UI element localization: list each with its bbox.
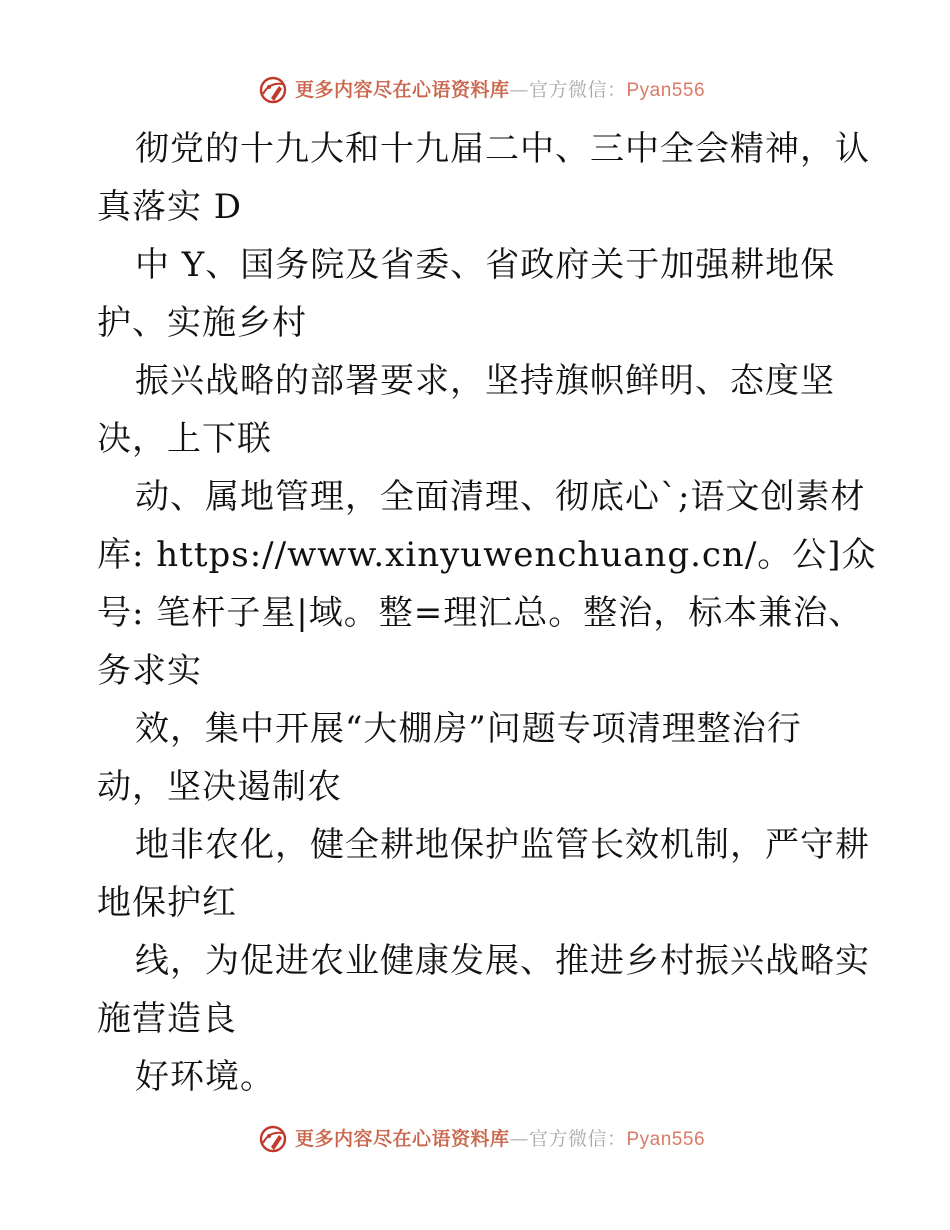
body-line: 中 Y、国务院及省委、省政府关于加强耕地保 xyxy=(135,245,836,285)
body-line: 地非农化，健全耕地保护监管长效机制，严守耕 xyxy=(135,825,870,865)
banner-label: 官方微信： xyxy=(528,78,627,101)
banner-dash: — xyxy=(509,78,529,101)
body-line: 振兴战略的部署要求，坚持旗帜鲜明、态度坚 xyxy=(135,361,835,401)
body-line: 施营造良 xyxy=(97,999,237,1039)
body-line: 动，坚决遏制农 xyxy=(97,767,342,807)
body-line: 库: https://www.xinyuwenchuang.cn/。公]众 xyxy=(97,535,877,575)
body-line: 彻党的十九大和十九届二中、三中全会精神，认 xyxy=(135,129,870,169)
banner-dash: — xyxy=(509,1127,529,1150)
body-line: 地保护红 xyxy=(97,883,237,923)
body-line: 好环境。 xyxy=(135,1057,275,1097)
header-banner xyxy=(0,73,950,107)
body-line: 决，上下联 xyxy=(97,419,272,459)
body-line: 务求实 xyxy=(97,651,202,691)
body-line: 护、实施乡村 xyxy=(97,303,307,343)
footer-banner xyxy=(0,1122,950,1156)
body-line: 真落实 D xyxy=(97,187,243,227)
document-body xyxy=(97,120,897,1106)
body-line: 号: 笔杆子星|域。整=理汇总。整治，标本兼治、 xyxy=(97,593,864,633)
pen-nib-logo-icon xyxy=(257,74,289,106)
banner-wechat-id: Pyan556 xyxy=(626,79,706,101)
body-line: 动、属地管理，全面清理、彻底心`;语文创素材 xyxy=(135,477,866,517)
header-banner-text xyxy=(294,78,706,101)
body-line: 效，集中开展“大棚房”问题专项清理整治行 xyxy=(135,709,802,749)
header-banner-inner xyxy=(257,74,705,106)
banner-wechat-id: Pyan556 xyxy=(626,1128,706,1150)
footer-banner-text xyxy=(294,1127,706,1150)
banner-main-text: 更多内容尽在心语资料库 xyxy=(294,78,510,101)
body-line: 线，为促进农业健康发展、推进乡村振兴战略实 xyxy=(135,941,870,981)
banner-main-text: 更多内容尽在心语资料库 xyxy=(294,1127,510,1150)
pen-nib-logo-icon xyxy=(257,1123,289,1155)
footer-banner-inner xyxy=(257,1123,705,1155)
banner-label: 官方微信： xyxy=(528,1127,627,1150)
